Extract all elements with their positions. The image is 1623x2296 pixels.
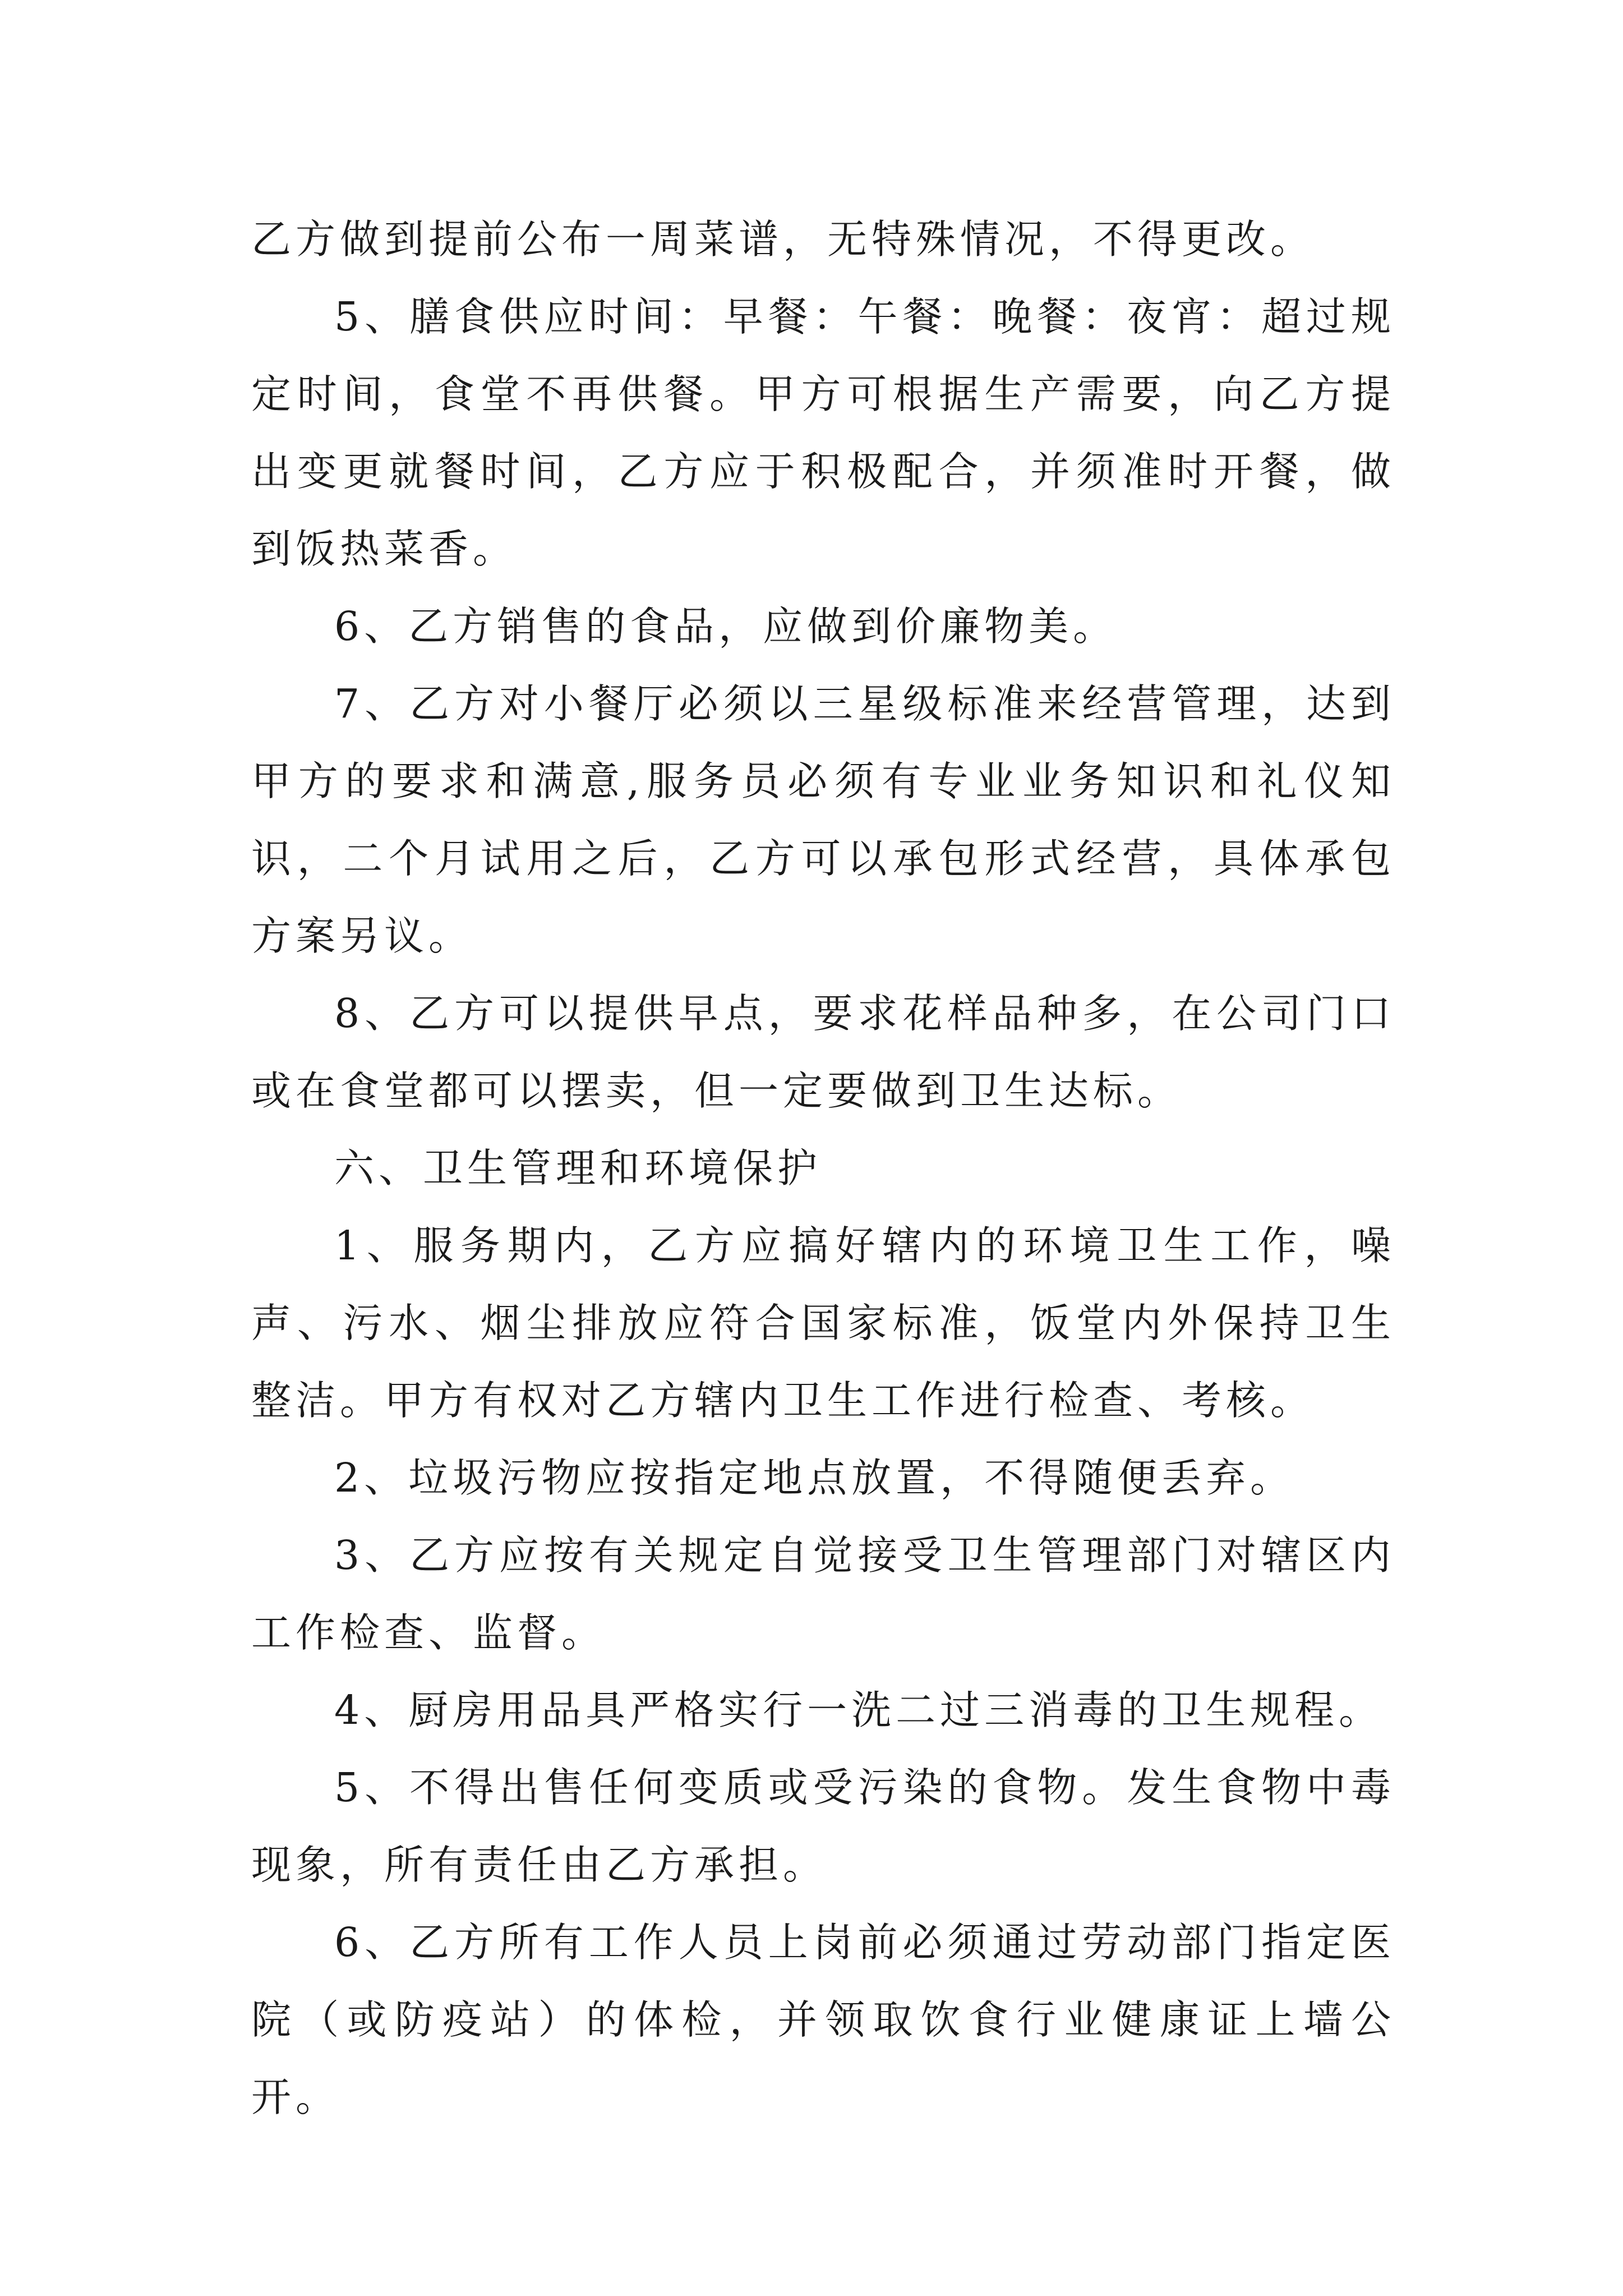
paragraph-inspection: 3、乙方应按有关规定自觉接受卫生管理部门对辖区内工作检查、监督。: [251, 1532, 1395, 1656]
section-heading-hygiene: 六、卫生管理和环境保护: [334, 1145, 822, 1191]
paragraph-environment: 1、服务期内，乙方应搞好辖内的环境卫生工作，噪声、污水、烟尘排放应符合国家标准，饭堂内外保持卫生整洁。甲方有权对乙方辖内卫生工作进行检查、考核。: [251, 1222, 1395, 1424]
paragraph-meal-times: 5、膳食供应时间：早餐：午餐：晚餐：夜宵：超过规定时间，食堂不再供餐。甲方可根据生产需要，向乙方提出变更就餐时间，乙方应于积极配合，并须准时开餐，做到饭热菜香。: [251, 293, 1395, 572]
paragraph-garbage: 2、垃圾污物应按指定地点放置，不得随便丢弃。: [334, 1455, 1295, 1501]
paragraph-small-restaurant: 7、乙方对小餐厅必须以三星级标准来经营管理，达到甲方的要求和满意,服务员必须有专业业务知识和礼仪知识，二个月试用之后，乙方可以承包形式经营，具体承包方案另议。: [251, 680, 1395, 959]
paragraph-health-check: 6、乙方所有工作人员上岗前必须通过劳动部门指定医院（或防疫站）的体检，并领取饮食行业健康证上墙公开。: [251, 1919, 1395, 2120]
paragraph-disinfection: 4、厨房用品具严格实行一洗二过三消毒的卫生规程。: [334, 1687, 1384, 1733]
paragraph-food-safety: 5、不得出售任何变质或受污染的食物。发生食物中毒现象，所有责任由乙方承担。: [251, 1764, 1395, 1888]
document-body: [251, 201, 1395, 2136]
paragraph-menu-notice: 乙方做到提前公布一周菜谱，无特殊情况，不得更改。: [251, 216, 1315, 263]
paragraph-breakfast: 8、乙方可以提供早点，要求花样品种多，在公司门口或在食堂都可以摆卖，但一定要做到卫生达标。: [251, 990, 1395, 1114]
paragraph-food-pricing: 6、乙方销售的食品，应做到价廉物美。: [334, 603, 1118, 650]
